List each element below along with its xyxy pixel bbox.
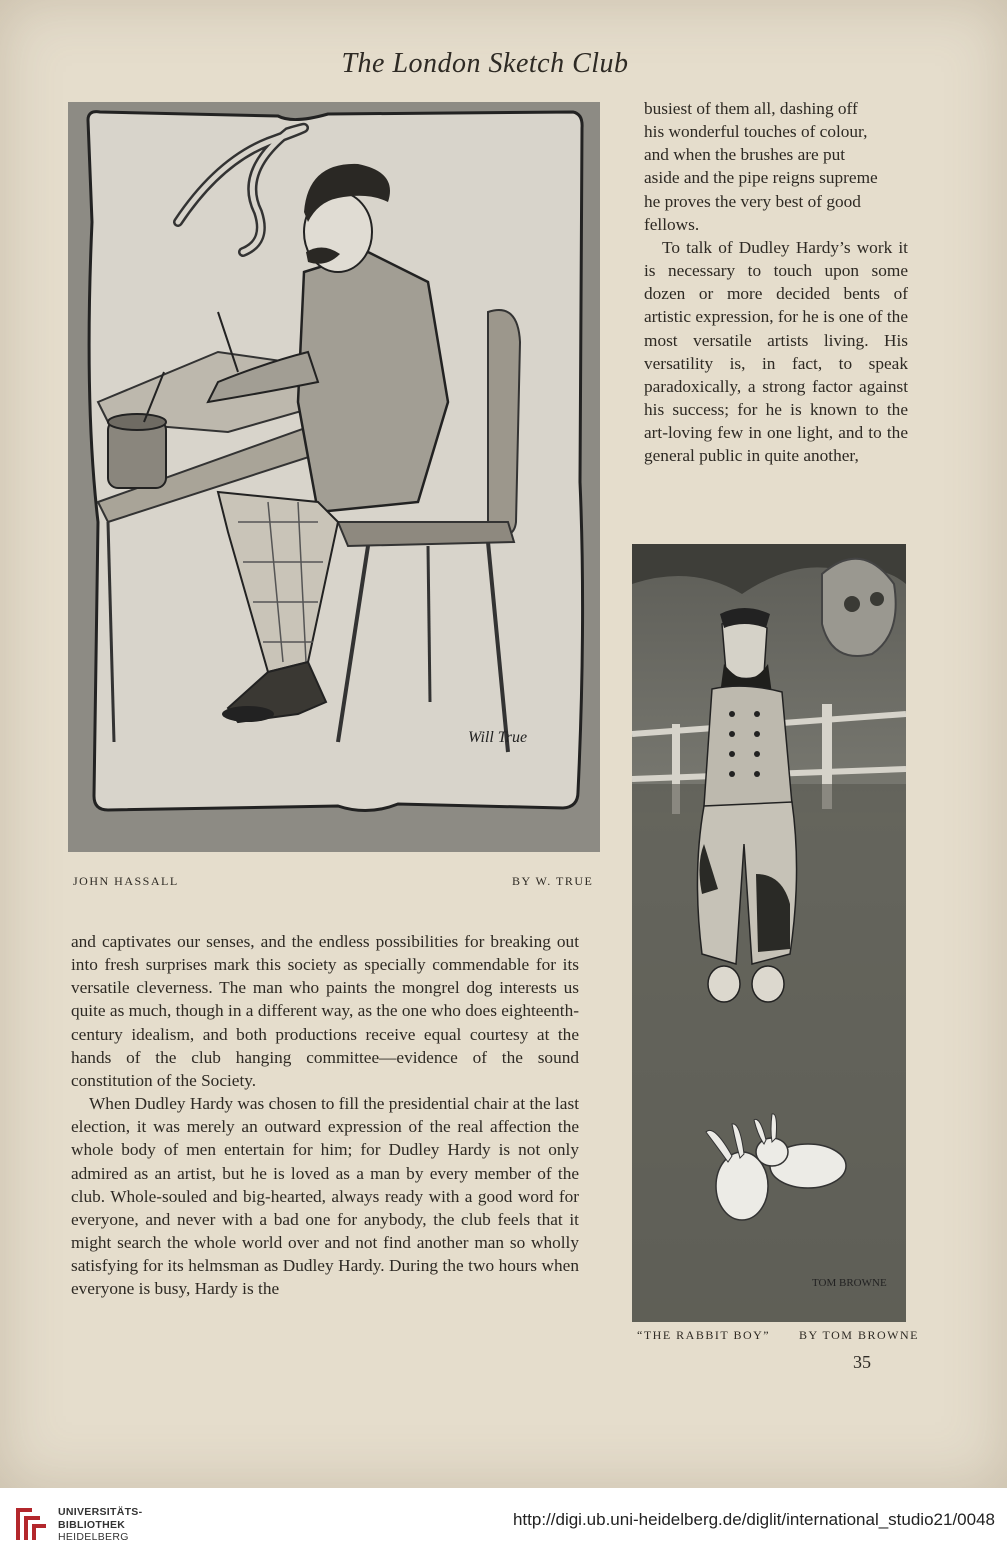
figure-1-caption-artist: BY W. TRUE	[512, 874, 594, 888]
library-name-line: UNIVERSITÄTS-	[58, 1506, 143, 1518]
library-name-line: HEIDELBERG	[58, 1531, 129, 1543]
illustration-rabbit-boy	[632, 544, 906, 1322]
page-number: 35	[853, 1352, 871, 1372]
figure-2-caption-title: “THE RABBIT BOY”	[637, 1328, 771, 1342]
svg-text:TOM BROWNE: TOM BROWNE	[812, 1277, 887, 1289]
left-column-text	[71, 930, 579, 1301]
library-name-line: BIBLIOTHEK	[58, 1518, 126, 1531]
library-logo-icon	[12, 1504, 48, 1544]
artist-signature	[468, 729, 527, 746]
paragraph: To talk of Dudley Hardy’s work it is necessary to touch upon some dozen or more decided bents of artistic expression, for he is one of the most versatile artists living. His versatility is, in fact, to speak paradoxically, a strong factor against his success; for he is known to the art-loving few in one light, and to the general public in quite another,	[644, 237, 908, 466]
svg-text:Will True: Will True	[468, 729, 528, 746]
running-head: The London Sketch Club	[341, 48, 629, 79]
right-column-text	[644, 97, 908, 468]
figure-2-caption-artist: BY TOM BROWNE	[799, 1328, 919, 1342]
text-line: he proves the very best of good	[644, 191, 861, 211]
library-name	[58, 1506, 142, 1544]
paragraph: and captivates our senses, and the endless possibilities for breaking out into fresh surprises mark this society as specially commendable for its versatile cleverness. The man who paints the mongrel dog interests us quite as much, though in a different way, as the one who does eighteenth-century idealism, and both productions receive equal courtesy at the hands of the club hanging committee—evidence of the sound constitution of the Society.	[71, 932, 579, 1090]
footer-bar	[0, 1488, 1007, 1561]
text-line: fellows.	[644, 214, 700, 234]
illustration-john-hassall	[68, 102, 600, 852]
text-line: his wonderful touches of colour,	[644, 122, 868, 142]
text-line: aside and the pipe reigns supreme	[644, 168, 878, 188]
paragraph: When Dudley Hardy was chosen to fill the presidential chair at the last election, it was merely an outward expression of the real affection the whole body of men entertain for him; for Dudley Hardy is not only admired as an artist, but he is loved as a man by every member of the club. Whole-souled and big-hearted, always ready with a good word for everyone, and never with a bad one for anybody, the club feels that it might search the whole world over and not find another man so wholly satisfying for its helmsman as Dudley Hardy. During the two hours when everyone is busy, Hardy is the	[71, 1094, 579, 1299]
artist-signature	[812, 1277, 887, 1289]
source-url[interactable]: http://digi.ub.uni-heidelberg.de/diglit/international_studio21/0048	[512, 1510, 995, 1529]
text-line: and when the brushes are put	[644, 145, 846, 165]
text-line: busiest of them all, dashing off	[644, 99, 858, 118]
figure-1-caption-title: JOHN HASSALL	[73, 874, 179, 888]
